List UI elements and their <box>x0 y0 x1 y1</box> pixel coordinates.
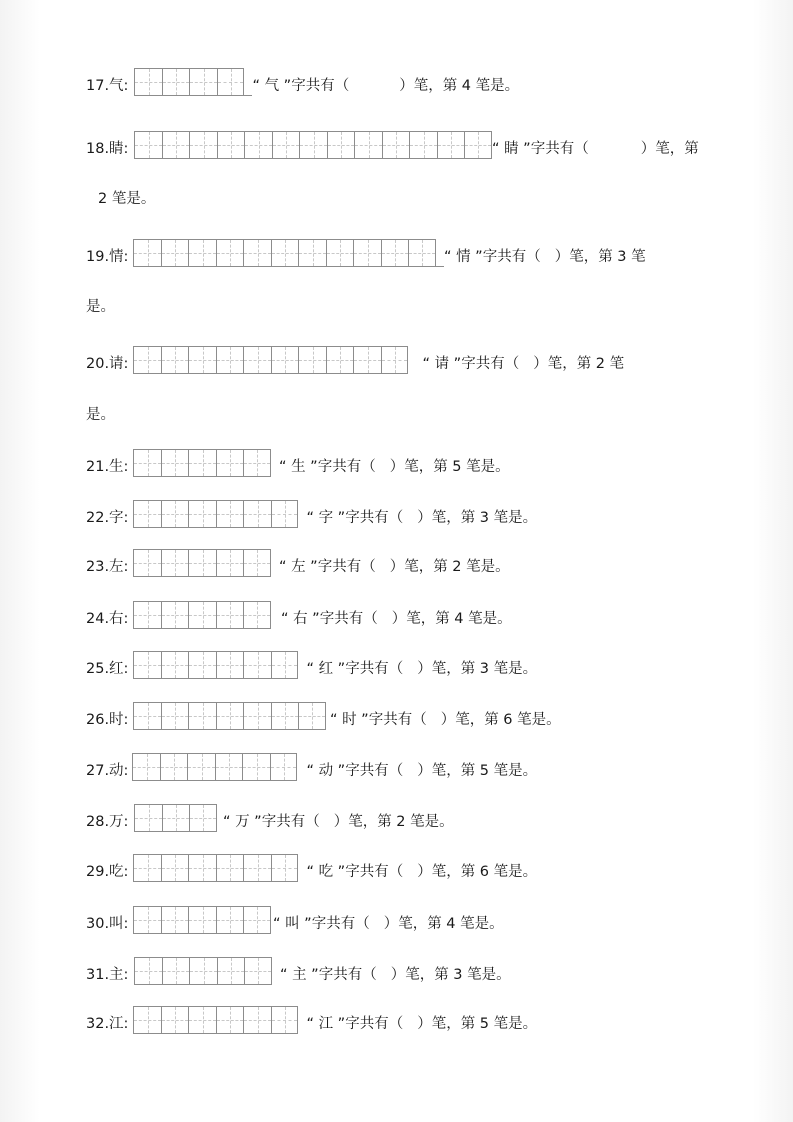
grid-cell <box>464 131 492 159</box>
grid-cell <box>188 549 216 577</box>
grid-cell <box>354 131 382 159</box>
question-suffix: ）笔，第 3 笔是 <box>417 661 523 677</box>
question-label: 32.江: <box>86 1016 129 1032</box>
question-suffix: ）笔，第 4 笔是 <box>383 916 490 932</box>
question-end: 。 <box>522 661 538 677</box>
grid-cell <box>216 1006 244 1034</box>
grid-cell <box>326 239 354 267</box>
grid-cell <box>161 549 189 577</box>
question-suffix: ）笔，第 2 笔是 <box>333 814 440 830</box>
question-prefix: “ 江 ”字共有（ <box>306 1016 404 1032</box>
grid-cell <box>382 131 410 159</box>
grid-cell <box>133 549 161 577</box>
question-label: 17.气: <box>86 78 129 94</box>
grid-baseline <box>244 95 252 96</box>
grid-cell <box>243 1006 271 1034</box>
question-24 <box>86 601 512 629</box>
question-prefix: “ 气 ”字共有（ <box>252 78 350 94</box>
grid-cell <box>189 131 217 159</box>
question-suffix: ）笔，第 5 笔是 <box>417 763 523 779</box>
question-29 <box>86 854 537 882</box>
grid-cell <box>189 804 217 832</box>
grid-cell <box>216 449 244 477</box>
question-label: 23.左: <box>86 559 129 575</box>
grid-cell <box>160 753 188 781</box>
grid-cell <box>272 131 300 159</box>
grid-cell <box>161 906 189 934</box>
question-23 <box>86 549 510 577</box>
grid-cell <box>244 957 272 985</box>
question-21 <box>86 449 510 477</box>
grid-cell <box>134 68 162 96</box>
question-prefix: “ 字 ”字共有（ <box>306 510 404 526</box>
question-suffix: ）笔，第 3 笔 <box>554 249 646 265</box>
question-prefix: “ 叫 ”字共有（ <box>272 916 370 932</box>
stroke-grid <box>133 601 271 629</box>
grid-cell <box>271 702 299 730</box>
question-suffix: ）笔，第 4 笔是 <box>399 78 505 94</box>
question-prefix: “ 请 ”字共有（ <box>422 356 520 372</box>
stroke-grid <box>133 239 436 267</box>
grid-cell <box>188 1006 216 1034</box>
grid-cell <box>133 500 161 528</box>
grid-cell <box>188 500 216 528</box>
grid-cell <box>133 854 161 882</box>
grid-cell <box>217 68 245 96</box>
grid-cell <box>133 449 161 477</box>
question-label: 21.生: <box>86 459 129 475</box>
stroke-grid <box>134 131 492 159</box>
grid-cell <box>162 131 190 159</box>
grid-cell <box>244 131 272 159</box>
grid-cell <box>216 346 244 374</box>
grid-cell <box>217 957 245 985</box>
grid-cell <box>217 131 245 159</box>
question-label: 20.请: <box>86 356 129 372</box>
grid-cell <box>243 854 271 882</box>
grid-cell <box>134 131 162 159</box>
stroke-grid <box>133 346 408 374</box>
grid-cell <box>133 346 161 374</box>
question-end: 。 <box>522 864 538 880</box>
question-prefix: “ 情 ”字共有（ <box>443 249 541 265</box>
question-suffix: ）笔，第 <box>640 141 699 157</box>
question-continuation: 是 <box>86 407 101 423</box>
question-label: 18.睛: <box>86 141 129 157</box>
question-prefix: “ 时 ”字共有（ <box>329 712 427 728</box>
grid-cell <box>216 601 244 629</box>
grid-cell <box>271 239 299 267</box>
question-label: 27.动: <box>86 763 129 779</box>
stroke-grid <box>133 702 326 730</box>
grid-cell <box>161 702 189 730</box>
grid-cell <box>216 854 244 882</box>
question-prefix: “ 主 ”字共有（ <box>279 967 377 983</box>
grid-cell <box>243 346 271 374</box>
grid-cell <box>161 601 189 629</box>
grid-cell <box>408 239 436 267</box>
question-end: 。 <box>522 510 538 526</box>
grid-cell <box>243 702 271 730</box>
stroke-grid <box>133 549 271 577</box>
question-suffix: ）笔，第 4 笔是 <box>391 611 498 627</box>
grid-cell <box>326 346 354 374</box>
stroke-grid <box>133 449 271 477</box>
grid-cell <box>216 549 244 577</box>
grid-cell <box>437 131 465 159</box>
grid-cell <box>216 239 244 267</box>
question-18-continuation <box>98 192 155 207</box>
grid-cell <box>327 131 355 159</box>
grid-cell <box>188 601 216 629</box>
grid-baseline <box>436 266 444 267</box>
grid-cell <box>133 601 161 629</box>
question-18 <box>86 131 699 159</box>
question-30 <box>86 906 504 934</box>
question-label: 19.情: <box>86 249 129 265</box>
grid-cell <box>161 449 189 477</box>
question-continuation: 是 <box>86 299 101 315</box>
grid-cell <box>271 854 299 882</box>
grid-cell <box>133 702 161 730</box>
question-20 <box>86 346 624 374</box>
grid-cell <box>134 957 162 985</box>
grid-cell <box>188 651 216 679</box>
question-label: 22.字: <box>86 510 129 526</box>
question-end: 。 <box>140 191 156 207</box>
grid-cell <box>132 753 160 781</box>
question-25 <box>86 651 537 679</box>
grid-cell <box>162 68 190 96</box>
grid-cell <box>188 346 216 374</box>
question-prefix: “ 睛 ”字共有（ <box>491 141 589 157</box>
question-suffix: ）笔，第 5 笔是 <box>389 459 496 475</box>
grid-cell <box>353 239 381 267</box>
grid-cell <box>381 239 409 267</box>
grid-cell <box>133 651 161 679</box>
question-end: 。 <box>495 459 510 475</box>
question-continuation: 2 笔是 <box>98 191 141 207</box>
page-shadow-right <box>753 0 793 1122</box>
stroke-grid <box>133 906 271 934</box>
stroke-grid <box>134 804 217 832</box>
grid-cell <box>162 804 190 832</box>
question-end: 。 <box>100 407 115 423</box>
question-label: 24.右: <box>86 611 129 627</box>
grid-cell <box>243 239 271 267</box>
grid-cell <box>161 239 189 267</box>
grid-cell <box>134 804 162 832</box>
grid-cell <box>271 500 299 528</box>
stroke-grid <box>133 1006 298 1034</box>
grid-cell <box>133 1006 161 1034</box>
grid-cell <box>216 906 244 934</box>
grid-cell <box>242 753 270 781</box>
grid-cell <box>298 346 326 374</box>
grid-cell <box>243 601 271 629</box>
grid-cell <box>299 131 327 159</box>
grid-cell <box>270 753 298 781</box>
grid-cell <box>161 500 189 528</box>
grid-cell <box>188 854 216 882</box>
grid-cell <box>271 1006 299 1034</box>
question-suffix: ）笔，第 3 笔是 <box>390 967 497 983</box>
grid-cell <box>161 346 189 374</box>
question-32 <box>86 1006 537 1034</box>
grid-cell <box>298 239 326 267</box>
grid-cell <box>216 702 244 730</box>
question-label: 26.时: <box>86 712 129 728</box>
grid-cell <box>216 500 244 528</box>
question-end: 。 <box>497 611 512 627</box>
question-prefix: “ 左 ”字共有（ <box>278 559 376 575</box>
grid-cell <box>381 346 409 374</box>
question-22 <box>86 500 537 528</box>
stroke-grid <box>134 68 244 96</box>
question-end: 。 <box>439 814 454 830</box>
grid-cell <box>353 346 381 374</box>
question-prefix: “ 生 ”字共有（ <box>278 459 376 475</box>
grid-cell <box>243 449 271 477</box>
grid-cell <box>187 753 215 781</box>
question-end: 。 <box>100 299 115 315</box>
grid-cell <box>161 651 189 679</box>
grid-cell <box>215 753 243 781</box>
grid-cell <box>161 854 189 882</box>
question-28 <box>86 804 454 832</box>
question-suffix: ）笔，第 6 笔是 <box>417 864 523 880</box>
grid-cell <box>271 346 299 374</box>
question-suffix: ）笔，第 3 笔是 <box>417 510 523 526</box>
grid-cell <box>188 906 216 934</box>
question-20-continuation <box>86 408 115 423</box>
question-19 <box>86 239 646 267</box>
question-26 <box>86 702 561 730</box>
stroke-grid <box>132 753 297 781</box>
question-label: 31.主: <box>86 967 129 983</box>
grid-cell <box>188 239 216 267</box>
grid-cell <box>243 500 271 528</box>
grid-cell <box>133 906 161 934</box>
grid-cell <box>298 702 326 730</box>
grid-cell <box>189 68 217 96</box>
stroke-grid <box>133 651 298 679</box>
question-suffix: ）笔，第 6 笔是 <box>440 712 547 728</box>
question-17 <box>86 68 519 96</box>
grid-cell <box>243 651 271 679</box>
grid-cell <box>243 549 271 577</box>
question-end: 。 <box>496 967 511 983</box>
question-label: 25.红: <box>86 661 129 677</box>
question-end: 。 <box>504 78 520 94</box>
question-prefix: “ 万 ”字共有（ <box>222 814 320 830</box>
question-end: 。 <box>495 559 510 575</box>
grid-cell <box>216 651 244 679</box>
grid-cell <box>271 651 299 679</box>
question-prefix: “ 吃 ”字共有（ <box>306 864 404 880</box>
grid-cell <box>188 449 216 477</box>
question-end: 。 <box>489 916 504 932</box>
question-suffix: ）笔，第 5 笔是 <box>417 1016 523 1032</box>
question-prefix: “ 红 ”字共有（ <box>306 661 404 677</box>
question-19-continuation <box>86 300 115 315</box>
question-prefix: “ 动 ”字共有（ <box>306 763 404 779</box>
grid-cell <box>189 957 217 985</box>
grid-cell <box>133 239 161 267</box>
grid-cell <box>162 957 190 985</box>
question-end: 。 <box>546 712 561 728</box>
grid-cell <box>188 702 216 730</box>
question-31 <box>86 957 511 985</box>
page-shadow-left <box>0 0 40 1122</box>
question-label: 29.吃: <box>86 864 129 880</box>
question-suffix: ）笔，第 2 笔是 <box>389 559 496 575</box>
question-27 <box>86 753 537 781</box>
question-end: 。 <box>522 1016 538 1032</box>
question-end: 。 <box>522 763 538 779</box>
question-label: 30.叫: <box>86 916 129 932</box>
grid-cell <box>161 1006 189 1034</box>
stroke-grid <box>133 500 298 528</box>
question-label: 28.万: <box>86 814 129 830</box>
question-prefix: “ 右 ”字共有（ <box>280 611 378 627</box>
question-suffix: ）笔，第 2 笔 <box>533 356 625 372</box>
grid-cell <box>409 131 437 159</box>
grid-cell <box>243 906 271 934</box>
stroke-grid <box>134 957 272 985</box>
stroke-grid <box>133 854 298 882</box>
